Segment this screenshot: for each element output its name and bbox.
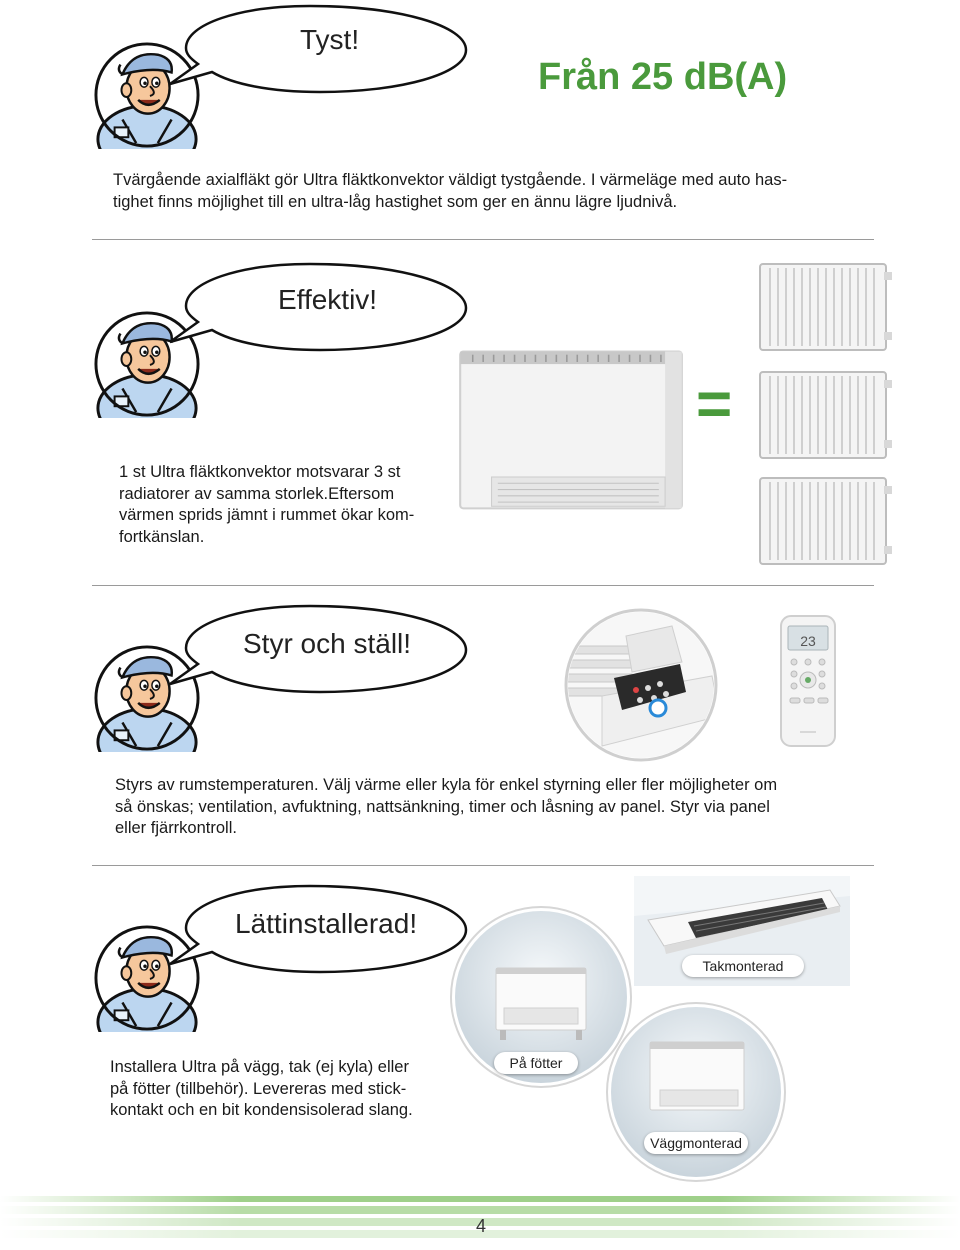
text-line: Styrs av rumstemperaturen. Välj värme eller kyla för enkel styrning eller fler möjligheter om — [115, 776, 778, 794]
radiator-icon — [756, 470, 896, 574]
bubble-title: Tyst! — [300, 24, 360, 55]
section-text — [115, 775, 875, 840]
text-line: på fötter (tillbehör). Levereras med stick- — [110, 1079, 407, 1098]
radiator-icon — [756, 364, 896, 468]
label-wall: Väggmonterad — [644, 1132, 748, 1154]
text-line: värmen sprids jämnt i rummet ökar kom- — [119, 506, 415, 524]
divider — [92, 239, 874, 240]
bubble-title: Effektiv! — [278, 284, 378, 315]
radiator-icon — [756, 256, 896, 360]
bubble-title: Lättinstallerad! — [235, 908, 418, 939]
text-line: eller fjärrkontroll. — [115, 819, 237, 837]
section-text — [110, 1057, 450, 1122]
divider — [92, 585, 874, 586]
section-text — [119, 462, 459, 548]
text-line: kontakt och en bit kondensisolerad slang. — [110, 1101, 413, 1119]
label-ceiling: Takmonterad — [682, 955, 804, 977]
text-line: tighet finns möjlighet till en ultra-låg hastighet som ger en ännu lägre ljudnivå. — [113, 192, 678, 211]
page-number: 4 — [476, 1216, 487, 1236]
page-headline: Från 25 dB(A) — [538, 56, 788, 98]
remote-control-icon — [778, 614, 838, 748]
text-line: Installera Ultra på vägg, tak (ej kyla) eller — [110, 1058, 409, 1076]
text-line: 1 st Ultra fläktkonvektor motsvarar 3 st — [119, 463, 401, 481]
label-feet: På fötter — [494, 1052, 578, 1074]
section-text — [113, 170, 873, 213]
fan-convector-icon — [456, 346, 686, 516]
divider — [92, 865, 874, 866]
wall-unit-image — [604, 1000, 788, 1184]
remote-display-text: 23 — [800, 633, 816, 649]
text-line: så önskas; ventilation, avfuktning, nattsänkning, timer och låsning av panel. Styr via panel — [115, 797, 770, 816]
text-line: Tvärgående axialfläkt gör Ultra fläktkonvektor väldigt tystgående. I värmeläge med auto has- — [113, 171, 788, 189]
equals-sign: = — [696, 370, 733, 439]
control-panel-icon — [562, 606, 720, 764]
text-line: radiatorer av samma storlek.Eftersom — [119, 484, 395, 503]
bubble-title: Styr och ställ! — [243, 628, 412, 659]
text-line: fortkänslan. — [119, 527, 205, 546]
